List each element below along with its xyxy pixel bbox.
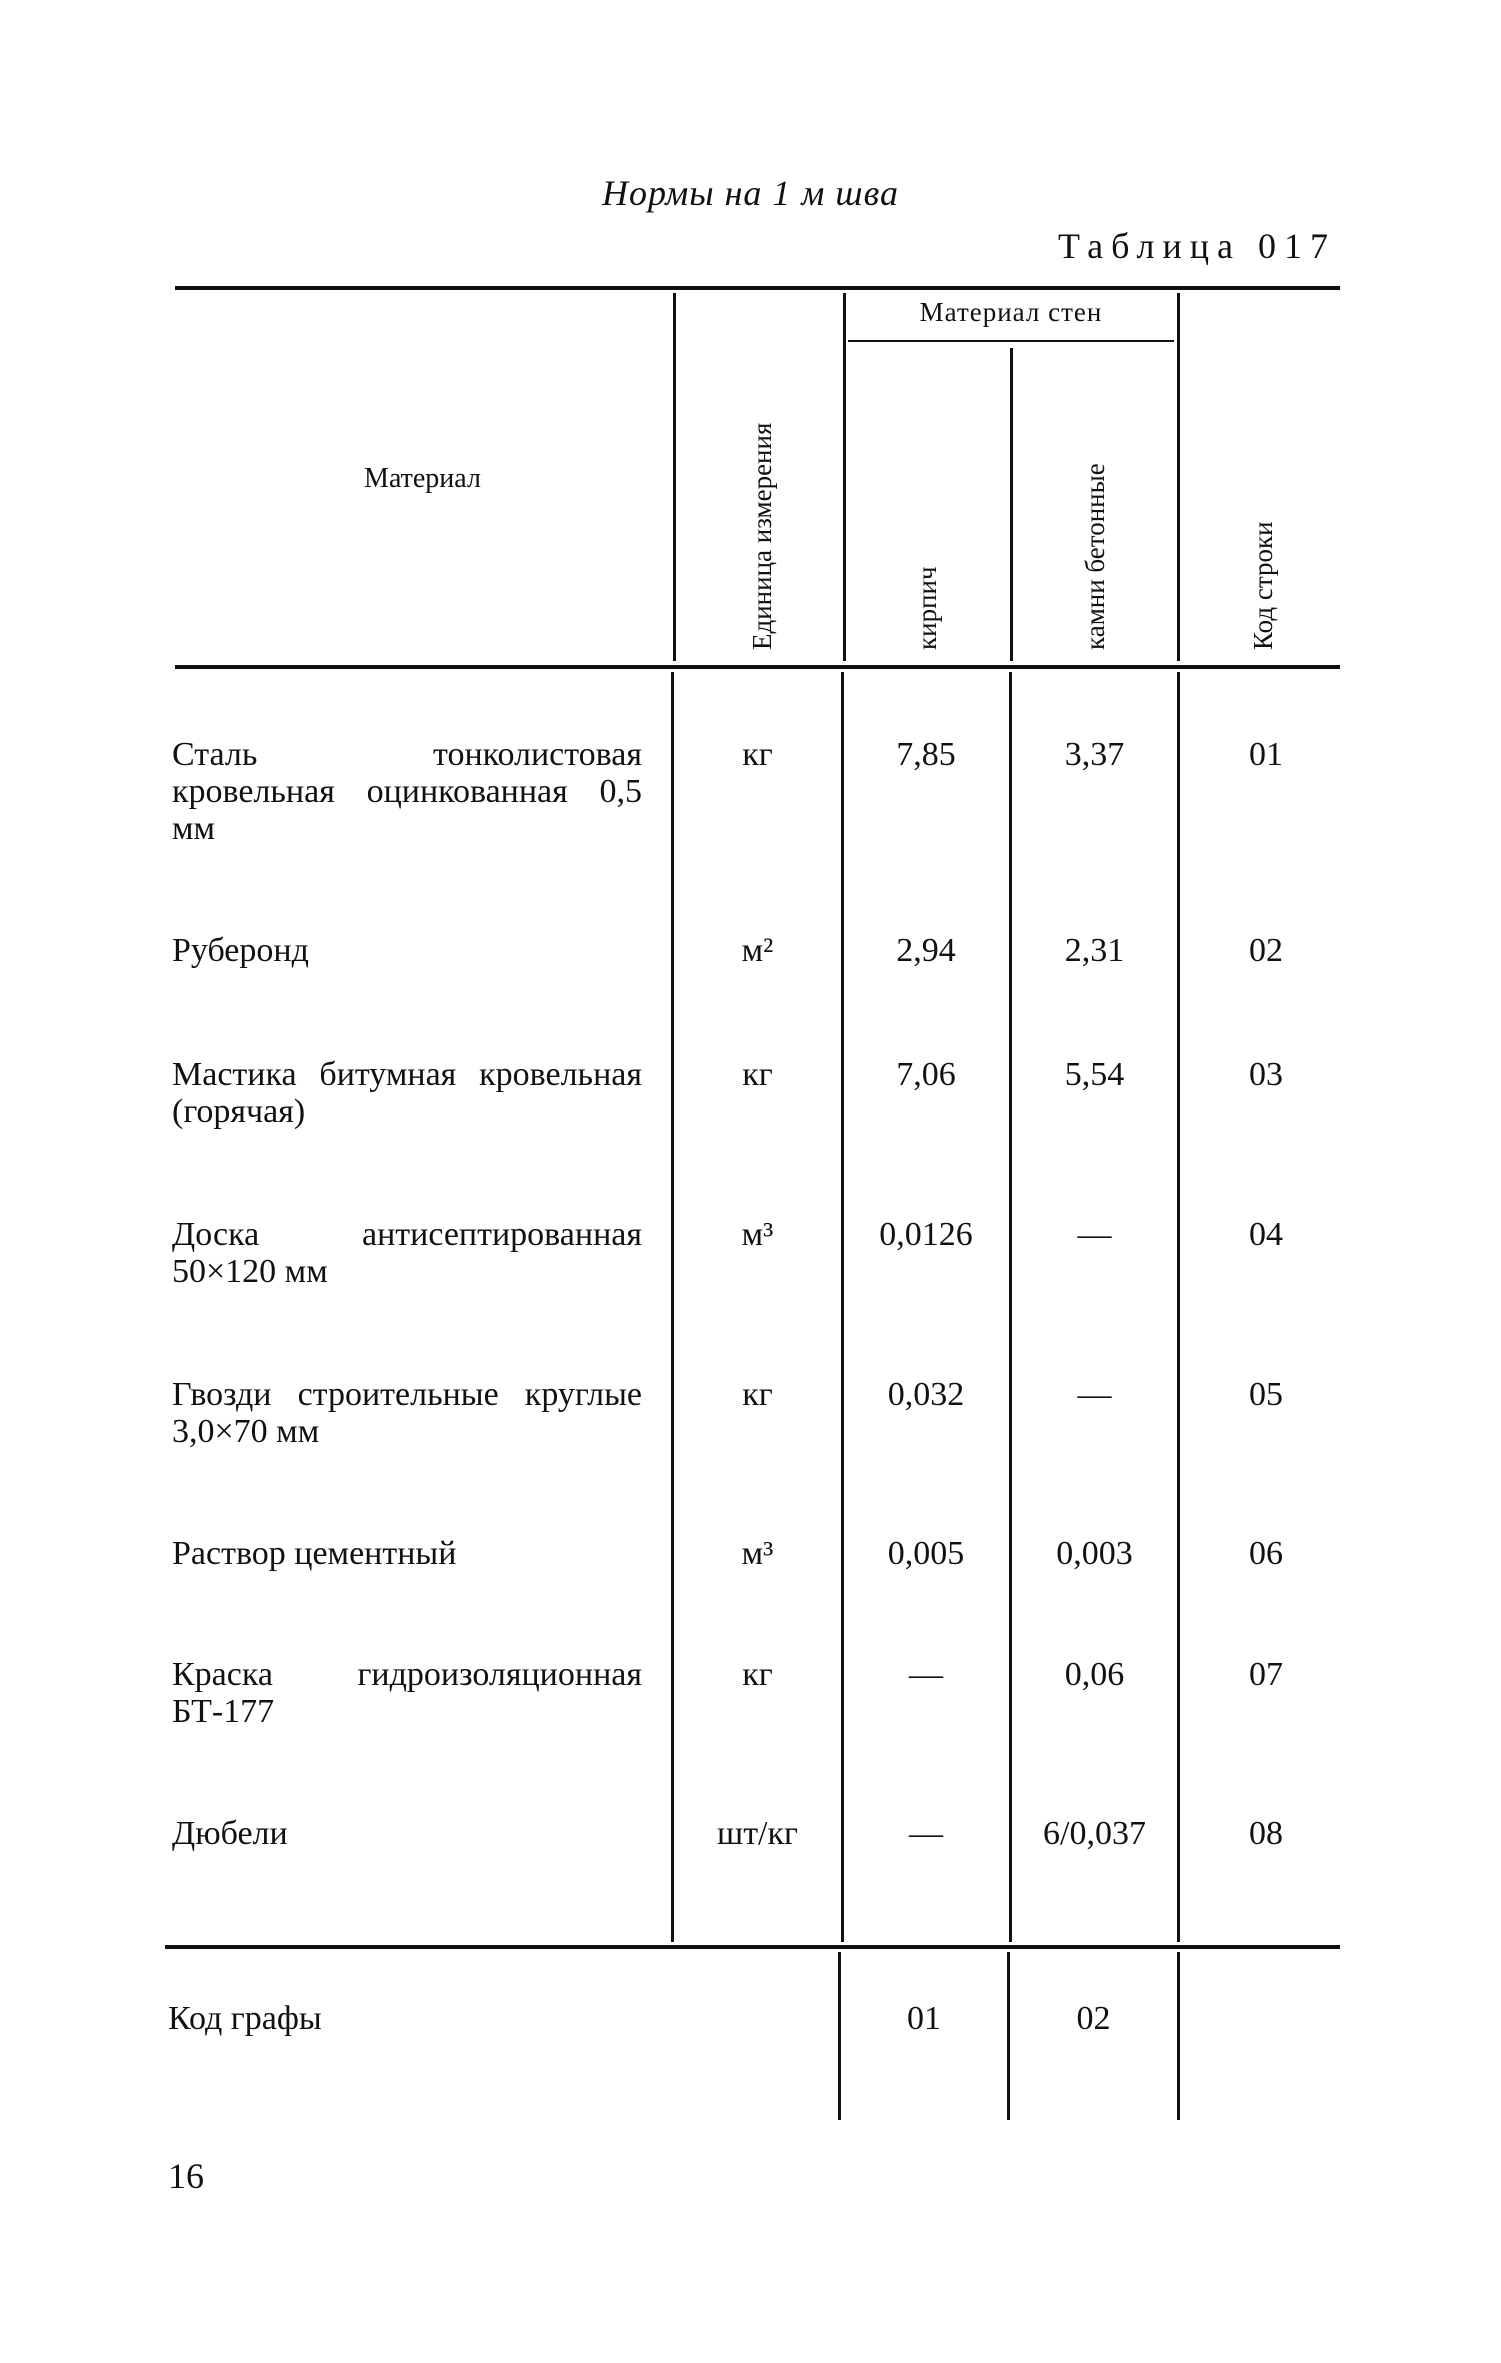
row-brick-value: —: [909, 1656, 943, 1693]
row-material: Дюбели: [172, 1815, 288, 1852]
row-unit: кг: [742, 736, 773, 773]
row-code: 06: [1249, 1535, 1283, 1572]
header-wall-material: Материал стен: [919, 297, 1103, 327]
table-number: Таблица 017: [1058, 226, 1336, 266]
footer-label: Код графы: [168, 2000, 322, 2037]
row-material: Гвозди строительные круглые 3,0×70 мм: [172, 1376, 642, 1450]
row-unit: кг: [742, 1656, 773, 1693]
footer-brick-code: 01: [907, 2000, 941, 2037]
row-unit: кг: [742, 1376, 773, 1413]
col-divider-concrete: [1009, 672, 1012, 1942]
row-concrete-value: 5,54: [1064, 1056, 1125, 1093]
row-brick-value: 2,94: [896, 932, 956, 969]
row-code: 04: [1249, 1216, 1283, 1253]
row-brick-value: 7,85: [896, 736, 956, 773]
row-brick-value: 7,06: [896, 1056, 956, 1093]
header-row-code: Код строки: [1248, 521, 1278, 650]
col-divider-unit: [671, 672, 674, 1942]
row-code: 03: [1249, 1056, 1283, 1093]
body-bottom-rule: [165, 1945, 1340, 1949]
row-unit: м²: [741, 932, 774, 969]
header-bottom-rule: [175, 665, 1340, 669]
row-material: Руберонд: [172, 932, 309, 969]
row-code: 02: [1249, 932, 1283, 969]
row-unit: шт/кг: [717, 1815, 798, 1852]
row-material: Доска антисептированная 50×120 мм: [172, 1216, 642, 1290]
col-divider-code-header: [1177, 293, 1180, 661]
row-brick-value: —: [909, 1815, 943, 1852]
header-material: Материал: [364, 463, 481, 494]
row-concrete-value: 0,003: [1056, 1535, 1133, 1572]
row-material: Раствор цементный: [172, 1535, 457, 1572]
header-unit: Единица измерения: [747, 422, 777, 650]
row-concrete-value: 6/0,037: [1043, 1815, 1146, 1852]
row-unit: м³: [741, 1535, 774, 1572]
row-material: Мастика битумная кровельная (горячая): [172, 1056, 642, 1130]
row-brick-value: 0,032: [887, 1376, 965, 1413]
row-concrete-value: 3,37: [1064, 736, 1125, 773]
row-brick-value: 0,005: [887, 1535, 965, 1572]
row-concrete-value: 2,31: [1064, 932, 1125, 969]
footer-concrete-code: 02: [1076, 2000, 1111, 2037]
group-header-rule: [848, 340, 1174, 342]
col-divider-unit-header: [673, 293, 676, 661]
row-code: 01: [1249, 736, 1283, 773]
row-code: 08: [1249, 1815, 1283, 1852]
col-divider-brick: [841, 672, 844, 1942]
row-material: Краска гидроизоляционная БТ-177: [172, 1656, 642, 1730]
row-unit: м³: [741, 1216, 774, 1253]
row-code: 07: [1249, 1656, 1283, 1693]
row-unit: кг: [742, 1056, 773, 1093]
header-concrete-stones: камни бетонные: [1080, 463, 1110, 650]
footer-divider-code: [1177, 1952, 1180, 2120]
row-brick-value: 0,0126: [879, 1216, 973, 1253]
row-material: Сталь тонколистовая кровельная оцинкованная 0,5 мм: [172, 736, 642, 847]
page-number: 16: [168, 2156, 204, 2196]
col-divider-concrete-header: [1010, 348, 1013, 661]
col-divider-brick-header: [843, 293, 846, 661]
table-heading: Нормы на 1 м шва: [602, 173, 899, 213]
table-top-rule: [175, 286, 1340, 290]
row-concrete-value: 0,06: [1064, 1656, 1125, 1693]
col-divider-code: [1177, 672, 1180, 1942]
header-brick: кирпич: [912, 566, 942, 650]
row-concrete-value: —: [1077, 1376, 1112, 1413]
row-concrete-value: —: [1077, 1216, 1112, 1253]
row-code: 05: [1249, 1376, 1283, 1413]
